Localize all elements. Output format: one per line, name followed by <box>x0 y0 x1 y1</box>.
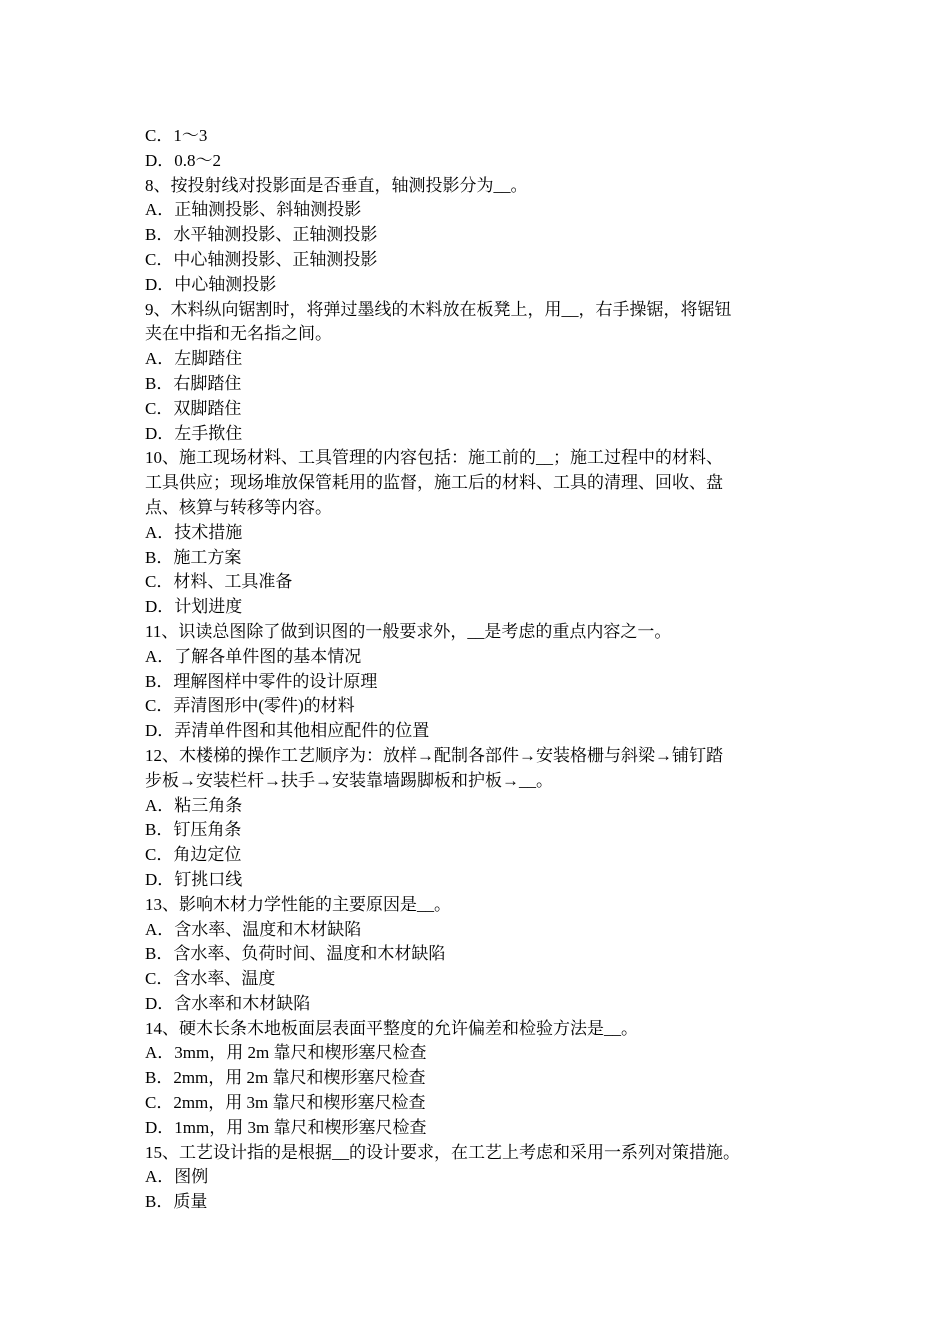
option-line: D．含水率和木材缺陷 <box>145 993 311 1013</box>
option-line: A．含水率、温度和木材缺陷 <box>145 919 362 939</box>
question-line: 15、工艺设计指的是根据__的设计要求，在工艺上考虑和采用一系列对策措施。 <box>145 1142 740 1162</box>
question-line: 13、影响木材力学性能的主要原因是__。 <box>145 894 451 914</box>
option-line: C．双脚踏住 <box>145 398 242 418</box>
option-line: B．施工方案 <box>145 547 242 567</box>
option-line: A．技术措施 <box>145 522 243 542</box>
option-line: B．钉压角条 <box>145 820 242 840</box>
question-line: 步板→安装栏杆→扶手→安装靠墙踢脚板和护板→__。 <box>145 770 553 790</box>
option-line: A．了解各单件图的基本情况 <box>145 646 362 666</box>
option-line: A．3mm，用 2m 靠尺和楔形塞尺检查 <box>145 1043 427 1063</box>
option-line: A．粘三角条 <box>145 795 243 815</box>
option-line: C．材料、工具准备 <box>145 572 293 592</box>
question-line: 14、硬木长条木地板面层表面平整度的允许偏差和检验方法是__。 <box>145 1018 638 1038</box>
option-line: A．左脚踏住 <box>145 349 243 369</box>
option-line: D．计划进度 <box>145 597 243 617</box>
option-line: D．中心轴测投影 <box>145 274 277 294</box>
question-line: 11、识读总图除了做到识图的一般要求外，__是考虑的重点内容之一。 <box>145 621 672 641</box>
option-line: B．含水率、负荷时间、温度和木材缺陷 <box>145 944 446 964</box>
question-line: 10、施工现场材料、工具管理的内容包括：施工前的__；施工过程中的材料、 <box>145 448 723 468</box>
option-line: C．弄清图形中(零件)的材料 <box>145 696 355 716</box>
question-line: 点、核算与转移等内容。 <box>145 497 332 517</box>
option-line: A．正轴测投影、斜轴测投影 <box>145 200 362 220</box>
option-line: C．1～3 <box>145 126 208 145</box>
option-line: D．左手揿住 <box>145 423 243 443</box>
option-line: C．含水率、温度 <box>145 969 276 989</box>
option-line: C．角边定位 <box>145 845 242 865</box>
option-line: B．右脚踏住 <box>145 373 242 393</box>
question-line: 9、木料纵向锯割时，将弹过墨线的木料放在板凳上，用__，右手操锯，将锯钮 <box>145 299 732 319</box>
question-line: 工具供应；现场堆放保管耗用的监督，施工后的材料、工具的清理、回收、盘 <box>145 473 723 493</box>
option-line: D．1mm，用 3m 靠尺和楔形塞尺检查 <box>145 1117 427 1137</box>
option-line: B．2mm，用 2m 靠尺和楔形塞尺检查 <box>145 1068 426 1088</box>
question-line: 夹在中指和无名指之间。 <box>145 324 332 344</box>
question-line: 8、按投射线对投影面是否垂直，轴测投影分为__。 <box>145 175 528 195</box>
option-line: D．弄清单件图和其他相应配件的位置 <box>145 721 430 741</box>
option-line: B．理解图样中零件的设计原理 <box>145 671 378 691</box>
option-line: B．质量 <box>145 1192 208 1212</box>
question-line: 12、木楼梯的操作工艺顺序为：放样→配制各部件→安装格栅与斜梁→铺钉踏 <box>145 745 723 765</box>
option-line: C．中心轴测投影、正轴测投影 <box>145 249 378 269</box>
option-line: A．图例 <box>145 1167 209 1187</box>
option-line: D．钉挑口线 <box>145 869 243 889</box>
option-line: C．2mm，用 3m 靠尺和楔形塞尺检查 <box>145 1093 426 1113</box>
option-line: B．水平轴测投影、正轴测投影 <box>145 225 378 245</box>
document-page <box>145 124 815 1215</box>
option-line: D．0.8～2 <box>145 150 222 170</box>
